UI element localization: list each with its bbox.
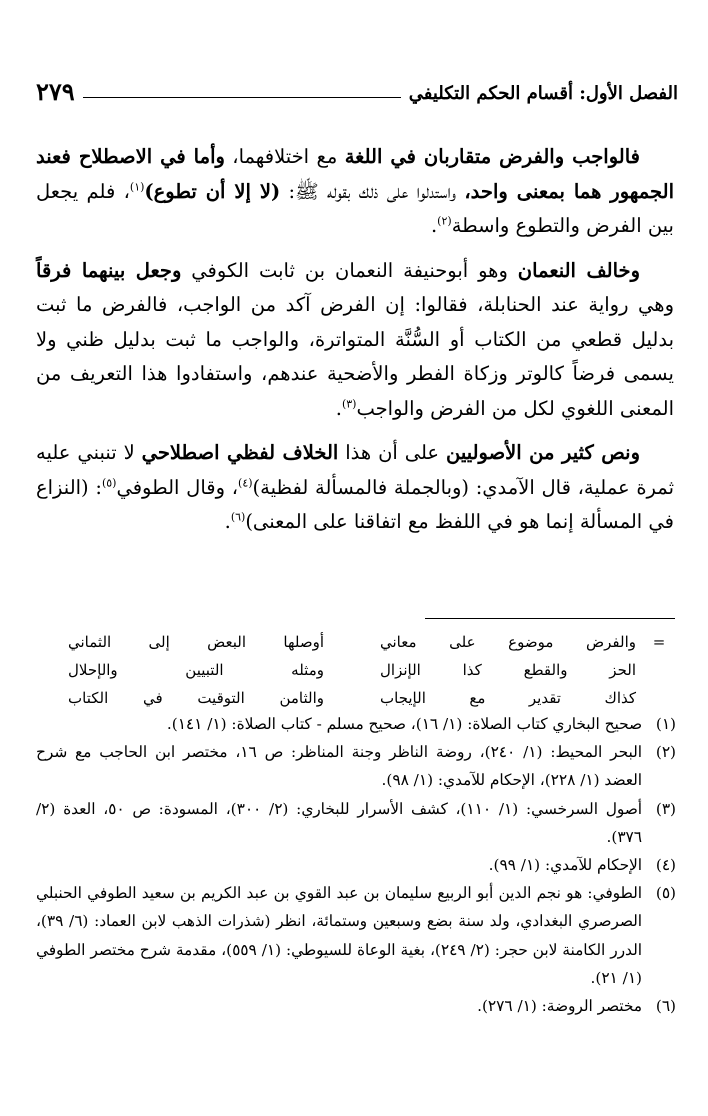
poem-second-hemistich: والثامن التوقيت في الكتاب (68, 689, 324, 707)
text-run: وهو أبوحنيفة النعمان بن ثابت الكوفي (181, 258, 518, 282)
footnote-text: أصول السرخسي: (١/ ١١٠)، كشف الأسرار للبخاري: (٢/ ٣٠٠)، المسودة: ص ٥٠، العدة (٢/ ٣٧٦). (36, 799, 642, 846)
continuation-marker: = (652, 633, 666, 651)
footnote-reference: (٤) (238, 476, 253, 489)
text-run: . (430, 214, 438, 237)
poem-first-hemistich: الحز والقطع كذا الإنزال (380, 661, 636, 679)
footnote (36, 851, 676, 879)
header-rule (83, 97, 401, 98)
footnote-reference: (٦) (230, 510, 246, 524)
footnote-text: البحر المحيط: (١/ ٢٤٠)، روضة الناظر وجنة المناظر: ص ١٦، مختصر ابن الحاجب مع شرح العضد (١/ ٢٢٨)، الإحكام للآمدي: (١/ ٩٨). (36, 743, 642, 790)
text-run: على أن هذا (338, 441, 446, 464)
bold-text-run: (لا إلا أن تطوع) (144, 179, 281, 203)
footnote-reference: (٥) (101, 476, 117, 489)
footnote-number: (٥) (655, 884, 676, 903)
poem-line (60, 656, 674, 684)
running-header (36, 68, 678, 104)
footnote-reference: (٣) (341, 397, 357, 410)
bold-text-run: فالواجب والفرض متقاربان في اللغة (344, 145, 641, 168)
footnote-reference: (٢) (437, 214, 452, 228)
footnote-reference: (١) (129, 180, 145, 193)
text-run: ، وقال الطوفي (116, 475, 239, 499)
footnote-separator (425, 618, 675, 619)
footnote (36, 879, 676, 992)
bold-text-run: وخالف النعمان (517, 258, 641, 282)
bold-text-run: وأما في الاصطلاح فعند الجمهور هما بمعنى واحد، (36, 145, 674, 203)
text-run: : (النزاع في المسألة إنما هو في اللفظ مع اتفاقنا على المعنى) (36, 475, 674, 533)
footnote-number: (٣) (655, 799, 676, 818)
footnote-number: (٢) (655, 743, 676, 762)
poem-second-hemistich: أوصلها البعض إلى الثماني (68, 633, 324, 651)
footnote-text: الإحكام للآمدي: (١/ ٩٩). (488, 856, 642, 875)
page-number: ٢٧٩ (36, 77, 75, 106)
footnote (36, 710, 676, 738)
paragraph (36, 436, 674, 540)
poem-line (60, 684, 674, 712)
paragraph (36, 140, 674, 244)
poem-line (60, 628, 674, 656)
text-run: لا تنبني عليه ثمرة عملية، قال الآمدي: (وبالجملة فالمسألة لفظية) (36, 441, 675, 499)
chapter-title: الفصل الأول: أقسام الحكم التكليفي (408, 83, 678, 104)
poem-second-hemistich: ومثله التبيين والإحلال (68, 661, 324, 679)
footnote-number: (٤) (655, 856, 676, 875)
poem-first-hemistich: كذاك تقدير مع الإيجاب (380, 689, 636, 707)
footnote (36, 992, 676, 1020)
text-run: . (224, 510, 231, 533)
text-run: واستدلوا على ذلك بقوله ﷺ: (280, 179, 465, 203)
text-run: . (335, 396, 342, 420)
main-text (36, 140, 674, 550)
text-run: وهي رواية عند الحنابلة، فقالوا: إن الفرض آكد من الواجب، فالفرض ما ثبت بدليل قطعي من الكتاب أو السُّنَّة المتواترة، والواجب ما ثبت بدليل ظني ولا يسمى فرضاً كالوتر وزكاة الفطر والأضحية عندهم، واستفادوا هذا التعريف من المعنى اللغوي لكل من الفرض والواجب (36, 293, 674, 420)
paragraph (36, 254, 674, 427)
bold-text-run: وجعل بينهما فرقاً (36, 258, 182, 282)
footnote-text: صحيح البخاري كتاب الصلاة: (١/ ١٦)، صحيح مسلم - كتاب الصلاة: (١/ ١٤١). (166, 715, 642, 733)
text-run: مع اختلافهما، (224, 145, 345, 168)
poem-first-hemistich: والفرض موضوع على معاني (380, 633, 636, 651)
footnote (36, 738, 676, 794)
bold-text-run: ونص كثير من الأصوليين (445, 441, 640, 464)
footnote-text: الطوفي: هو نجم الدين أبو الربيع سليمان بن عبد القوي بن عبد الكريم بن سعيد الطوفي الحنبلي الصرصري البغدادي، ولد سنة بضع وسبعين وستمائة، انظر (شذرات الذهب لابن العماد: (٦/ ٣٩)، الدرر الكامنة لابن حجر: (٢/ ٢٤٩)، بغية الوعاة للسيوطي: (١/ ٥٥٩)، مقدمة شرح مختصر الطوفي (١/ ٢١). (36, 884, 642, 987)
footnote-number: (١) (655, 715, 676, 733)
footnote-text: مختصر الروضة: (١/ ٢٧٦). (477, 997, 642, 1016)
poem-block (60, 628, 674, 712)
text-run: ، فلم يجعل بين الفرض والتطوع واسطة (36, 179, 674, 237)
footnotes (36, 710, 676, 1020)
footnote (36, 795, 676, 851)
footnote-number: (٦) (655, 997, 676, 1016)
bold-text-run: الخلاف لفظي اصطلاحي (141, 441, 339, 464)
